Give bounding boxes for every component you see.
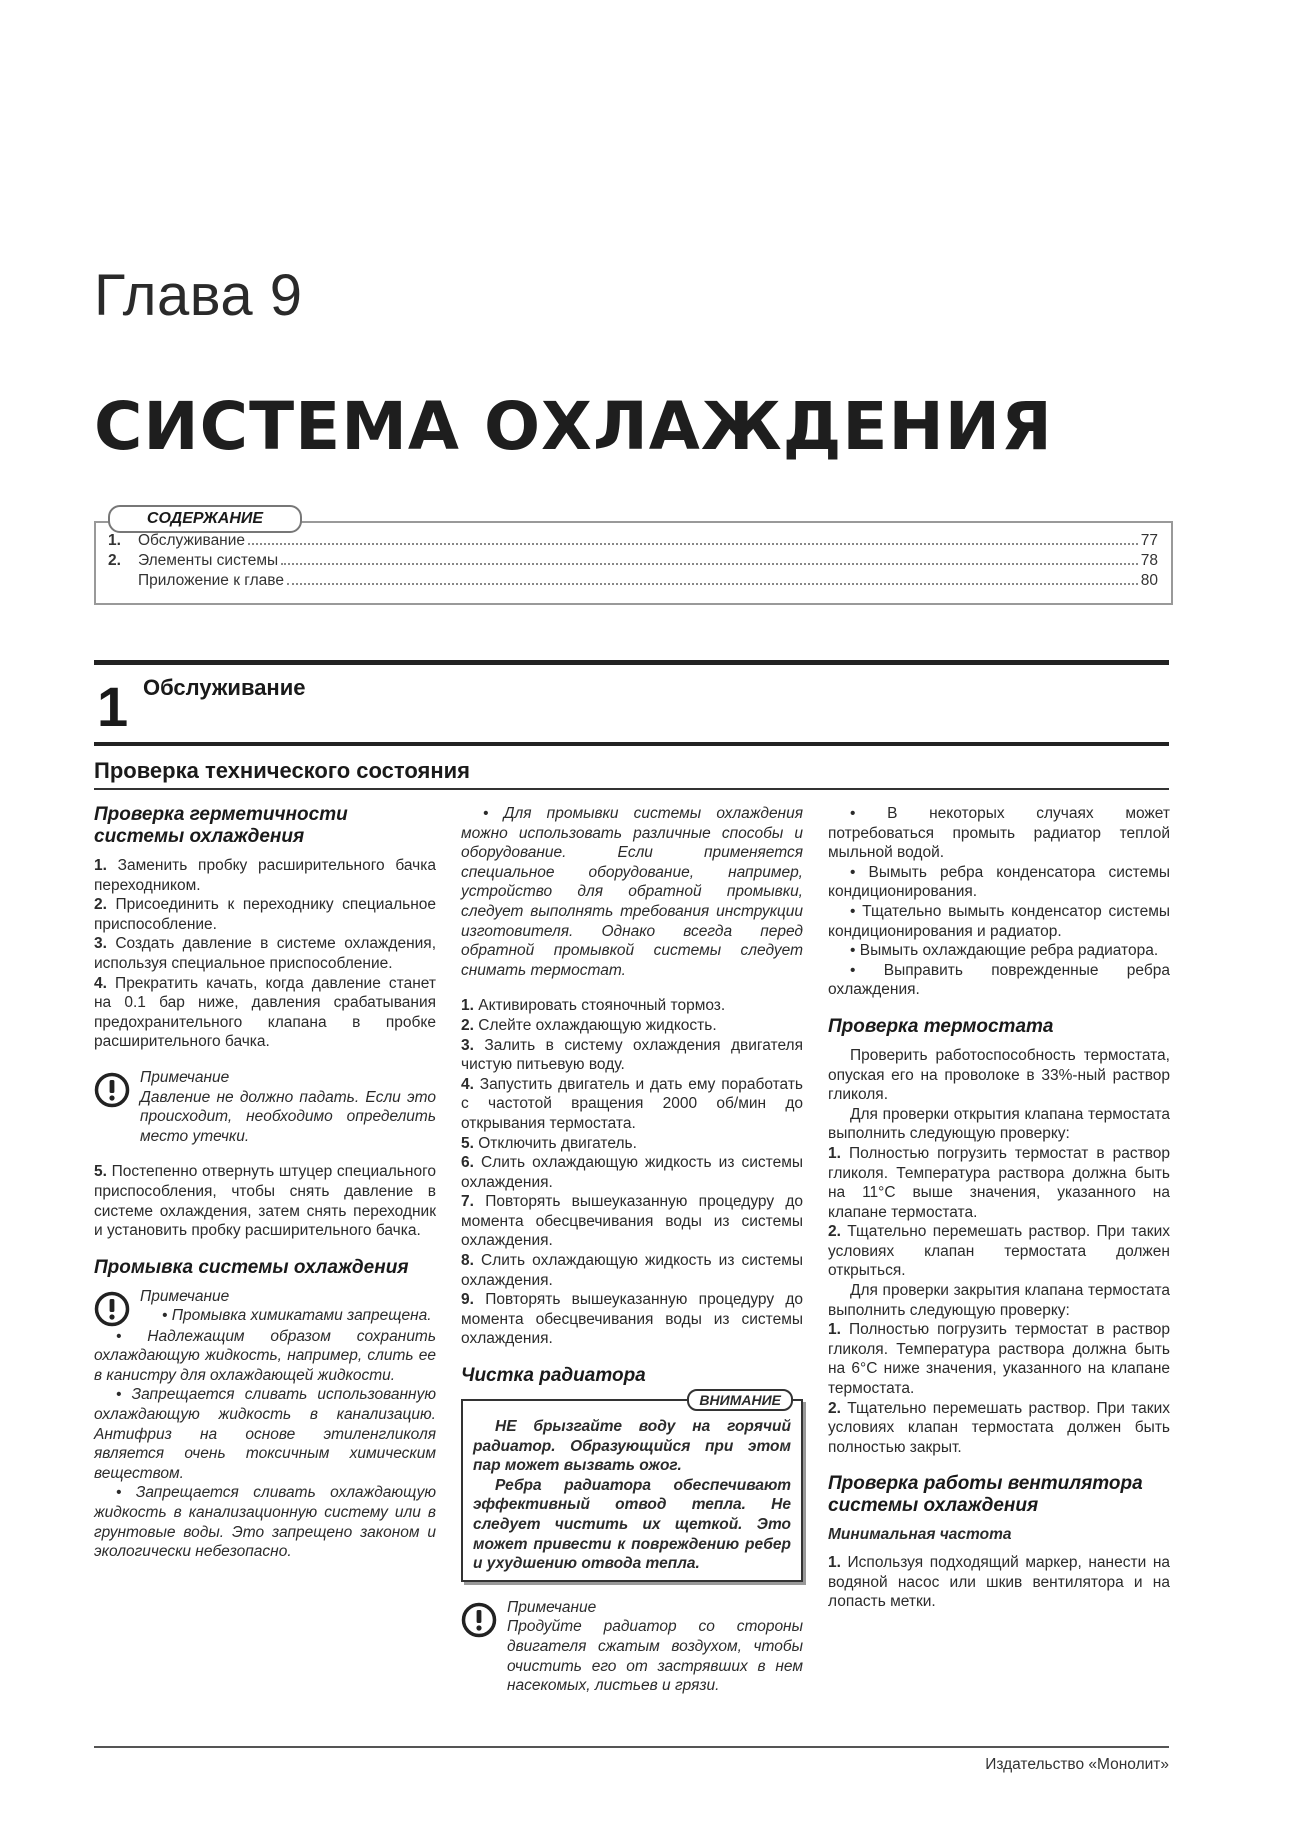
heading-fan-check: Проверка работы вентилятора системы охлаждения <box>828 1473 1143 1517</box>
toc-entry-page: 77 <box>1140 532 1158 549</box>
step-text: Используя подходящий маркер, нанести на водяной насос или шкив вентилятора и на лопасть метки. <box>828 1554 1170 1611</box>
heading-radiator-cleaning: Чистка радиатора <box>461 1365 646 1387</box>
step-item <box>828 1222 1170 1281</box>
step-text: Прекратить качать, когда давление станет на 0.1 бар ниже, давления срабатывания предохранительного клапана в пробке расширительного бачка. <box>94 974 436 1051</box>
step-number: 3. <box>94 935 107 953</box>
step-text: Слейте охлаждающую жидкость. <box>478 1016 717 1034</box>
step-item <box>828 1399 1170 1458</box>
step-text: Постепенно отвернуть штуцер специального приспособления, чтобы снять давление в системе охлаждения, затем снять переходник и установить пробку расширительного бачка. <box>94 1163 436 1240</box>
step-text: Повторять вышеуказанную процедуру до момента обесцвечивания воды из системы охлаждения. <box>461 1193 804 1250</box>
step-item <box>461 1075 803 1134</box>
note-text: Продуйте радиатор со стороны двигателя сжатым воздухом, чтобы очистить его от застрявших в нем насекомых, листьев и грязи. <box>507 1618 803 1695</box>
step-number: 1. <box>828 1321 841 1339</box>
step-text: Присоединить к переходнику специальное приспособление. <box>94 896 436 933</box>
toc-leader <box>287 583 1138 585</box>
step-item <box>461 1192 803 1251</box>
toc-entry[interactable] <box>108 532 1158 552</box>
warning-block <box>461 1392 803 1582</box>
footer-publisher: Издательство «Монолит» <box>985 1756 1169 1773</box>
step-number: 1. <box>461 997 474 1015</box>
step-item <box>461 1251 803 1290</box>
step-number: 6. <box>461 1154 474 1172</box>
note-line: • Надлежащим образом сохранить охлаждающую жидкость, например, слить ее в канистру для охлаждающей жидкости. <box>94 1327 436 1384</box>
toc-heading: СОДЕРЖАНИЕ <box>108 505 302 533</box>
step-text: Слить охлаждающую жидкость из системы охлаждения. <box>461 1154 803 1191</box>
toc-entry[interactable] <box>108 572 1158 592</box>
step-text: Создать давление в системе охлаждения, используя специальное приспособление. <box>94 935 436 972</box>
step-item <box>94 934 436 973</box>
step-text: Полностью погрузить термостат в раствор гликоля. Температура раствора должна быть на 11°C выше значения, указанного на клапане термостата. <box>828 1144 1170 1221</box>
toc-entry[interactable] <box>108 552 1158 572</box>
note-label: Примечание <box>140 1287 230 1305</box>
toc-entry-title: Обслуживание <box>138 532 246 549</box>
bullet-item: • Вымыть ребра конденсатора системы кондиционирования. <box>828 863 1170 901</box>
step-number: 2. <box>94 896 107 914</box>
column-right <box>828 804 1170 1612</box>
note-line: • Запрещается сливать охлаждающую жидкость в канализационную систему или в грунтовые воды. Это запрещено законом и экологически небезопасно. <box>94 1484 436 1561</box>
subsection-rule <box>94 788 1169 790</box>
chapter-label: Глава 9 <box>94 263 303 328</box>
step-text: Заменить пробку расширительного бачка переходником. <box>94 857 436 894</box>
step-text: Залить в систему охлаждения двигателя чистую питьевую воду. <box>461 1036 803 1074</box>
toc-entry-number: 2. <box>108 552 121 569</box>
exclamation-icon <box>461 1602 497 1638</box>
step-text: Тщательно перемешать раствор. При таких условиях клапан термостата должен открыться. <box>828 1223 1170 1280</box>
step-number: 3. <box>461 1036 474 1054</box>
step-number: 2. <box>828 1223 841 1241</box>
warning-text: Ребра радиатора обеспечивают эффективный отвод тепла. Не следует чистить их щеткой. Это может привести к повреждению ребер и ухудшению отвода тепла. <box>473 1476 791 1573</box>
note-block <box>461 1598 803 1696</box>
note-label: Примечание <box>507 1598 597 1616</box>
step-number: 4. <box>94 974 107 992</box>
step-item <box>828 1553 1170 1612</box>
step-number: 9. <box>461 1291 474 1309</box>
step-item <box>461 1036 803 1075</box>
step-item <box>94 856 436 895</box>
step-item <box>94 974 436 1052</box>
step-text: Запустить двигатель и дать ему поработать с частотой вращения 2000 об/мин до открывания термостата. <box>461 1075 803 1132</box>
section-number: 1 <box>97 675 129 738</box>
toc-entry-number: 1. <box>108 532 121 549</box>
warning-label: ВНИМАНИЕ <box>687 1389 793 1411</box>
step-number: 5. <box>94 1163 107 1181</box>
step-item <box>461 996 803 1016</box>
column-middle <box>461 804 803 1696</box>
note-text: Давление не должно падать. Если это происходит, необходимо определить место утечки. <box>140 1088 436 1145</box>
step-number: 1. <box>828 1554 841 1571</box>
toc-entry-page: 78 <box>1140 552 1158 569</box>
toc-leader <box>248 543 1138 545</box>
step-number: 2. <box>461 1016 474 1034</box>
note-block <box>94 1068 436 1146</box>
step-number: 5. <box>461 1134 474 1152</box>
step-item <box>461 1290 803 1349</box>
step-item <box>461 1134 803 1154</box>
toc-leader <box>281 563 1138 565</box>
step-text: Полностью погрузить термостат в раствор гликоля. Температура раствора должна быть на 6°C ниже значения, указанного на клапане термостата. <box>828 1321 1170 1398</box>
step-item <box>461 1153 803 1192</box>
toc-entry-title: Приложение к главе <box>138 572 284 589</box>
chapter-title: СИСТЕМА ОХЛАЖДЕНИЯ <box>94 388 1053 465</box>
exclamation-icon <box>94 1072 130 1108</box>
heading-min-speed: Минимальная частота <box>828 1526 1012 1544</box>
step-item <box>828 1320 1170 1398</box>
toc-list <box>108 532 1158 592</box>
paragraph: Для проверки открытия клапана термостата выполнить следующую проверку: <box>828 1105 1170 1143</box>
note-line: • Промывка химикатами запрещена. <box>162 1307 432 1325</box>
subsection-title: Проверка технического состояния <box>94 758 470 783</box>
step-number: 2. <box>828 1399 841 1417</box>
paragraph: Для проверки закрытия клапана термостата выполнить следующую проверку: <box>828 1282 1170 1319</box>
heading-thermostat-check: Проверка термостата <box>828 1015 1054 1037</box>
step-text: Активировать стояночный тормоз. <box>478 997 726 1015</box>
step-text: Повторять вышеуказанную процедуру до момента обесцвечивания воды из системы охлаждения. <box>461 1291 804 1348</box>
step-number: 4. <box>461 1075 474 1093</box>
note-line: • Для промывки системы охлаждения можно использовать различные способы и оборудование. Если применяется специальное оборудование, например, устройство для обратной промывки, следует выполнять требования инструкции изготовителя. Однако всегда перед обратной промывкой системы следует снимать термостат. <box>461 805 803 979</box>
warning-box <box>461 1399 803 1582</box>
step-text: Слить охлаждающую жидкость из системы охлаждения. <box>461 1252 803 1289</box>
step-text: Отключить двигатель. <box>478 1134 637 1152</box>
section-title: Обслуживание <box>143 675 306 700</box>
heading-sealing-check: Проверка герметичности системы охлаждения <box>94 804 348 847</box>
step-number: 1. <box>828 1144 841 1162</box>
step-item <box>94 895 436 934</box>
footer-rule <box>94 1746 1169 1748</box>
exclamation-icon <box>94 1291 130 1327</box>
paragraph: Проверить работоспособность термостата, опуская его на проволоке в 33%-ный раствор гликоля. <box>828 1046 1170 1104</box>
step-item <box>461 1016 803 1036</box>
heading-flush: Промывка системы охлаждения <box>94 1256 409 1278</box>
note-block <box>94 1287 436 1327</box>
step-text: Тщательно перемешать раствор. При таких условиях клапан термостата должен быть полностью закрыт. <box>828 1399 1170 1456</box>
toc-entry-page: 80 <box>1140 572 1158 589</box>
warning-text: НЕ брызгайте воду на горячий радиатор. Образующийся при этом пар может вызвать ожог. <box>473 1418 791 1475</box>
note-line: • Запрещается сливать использованную охлаждающую жидкость в канализацию. Антифриз на основе этиленгликоля является очень токсичным химическим веществом. <box>94 1386 436 1482</box>
bullet-item: • Тщательно вымыть конденсатор системы кондиционирования и радиатор. <box>828 902 1170 940</box>
column-left <box>94 804 436 1562</box>
bullet-item: • Вымыть охлаждающие ребра радиатора. <box>850 942 1159 960</box>
step-number: 8. <box>461 1252 474 1270</box>
note-label: Примечание <box>140 1068 230 1086</box>
step-item <box>828 1144 1170 1222</box>
step-item <box>94 1162 436 1240</box>
section-rule-bottom <box>94 742 1169 746</box>
bullet-item: • В некоторых случаях может потребоваться промыть радиатор теплой мыльной водой. <box>828 805 1170 862</box>
toc-entry-title: Элементы системы <box>138 552 279 569</box>
section-rule-top <box>94 660 1169 665</box>
bullet-item: • Выправить поврежденные ребра охлаждения. <box>828 961 1170 999</box>
step-number: 7. <box>461 1193 474 1211</box>
step-number: 1. <box>94 857 107 874</box>
